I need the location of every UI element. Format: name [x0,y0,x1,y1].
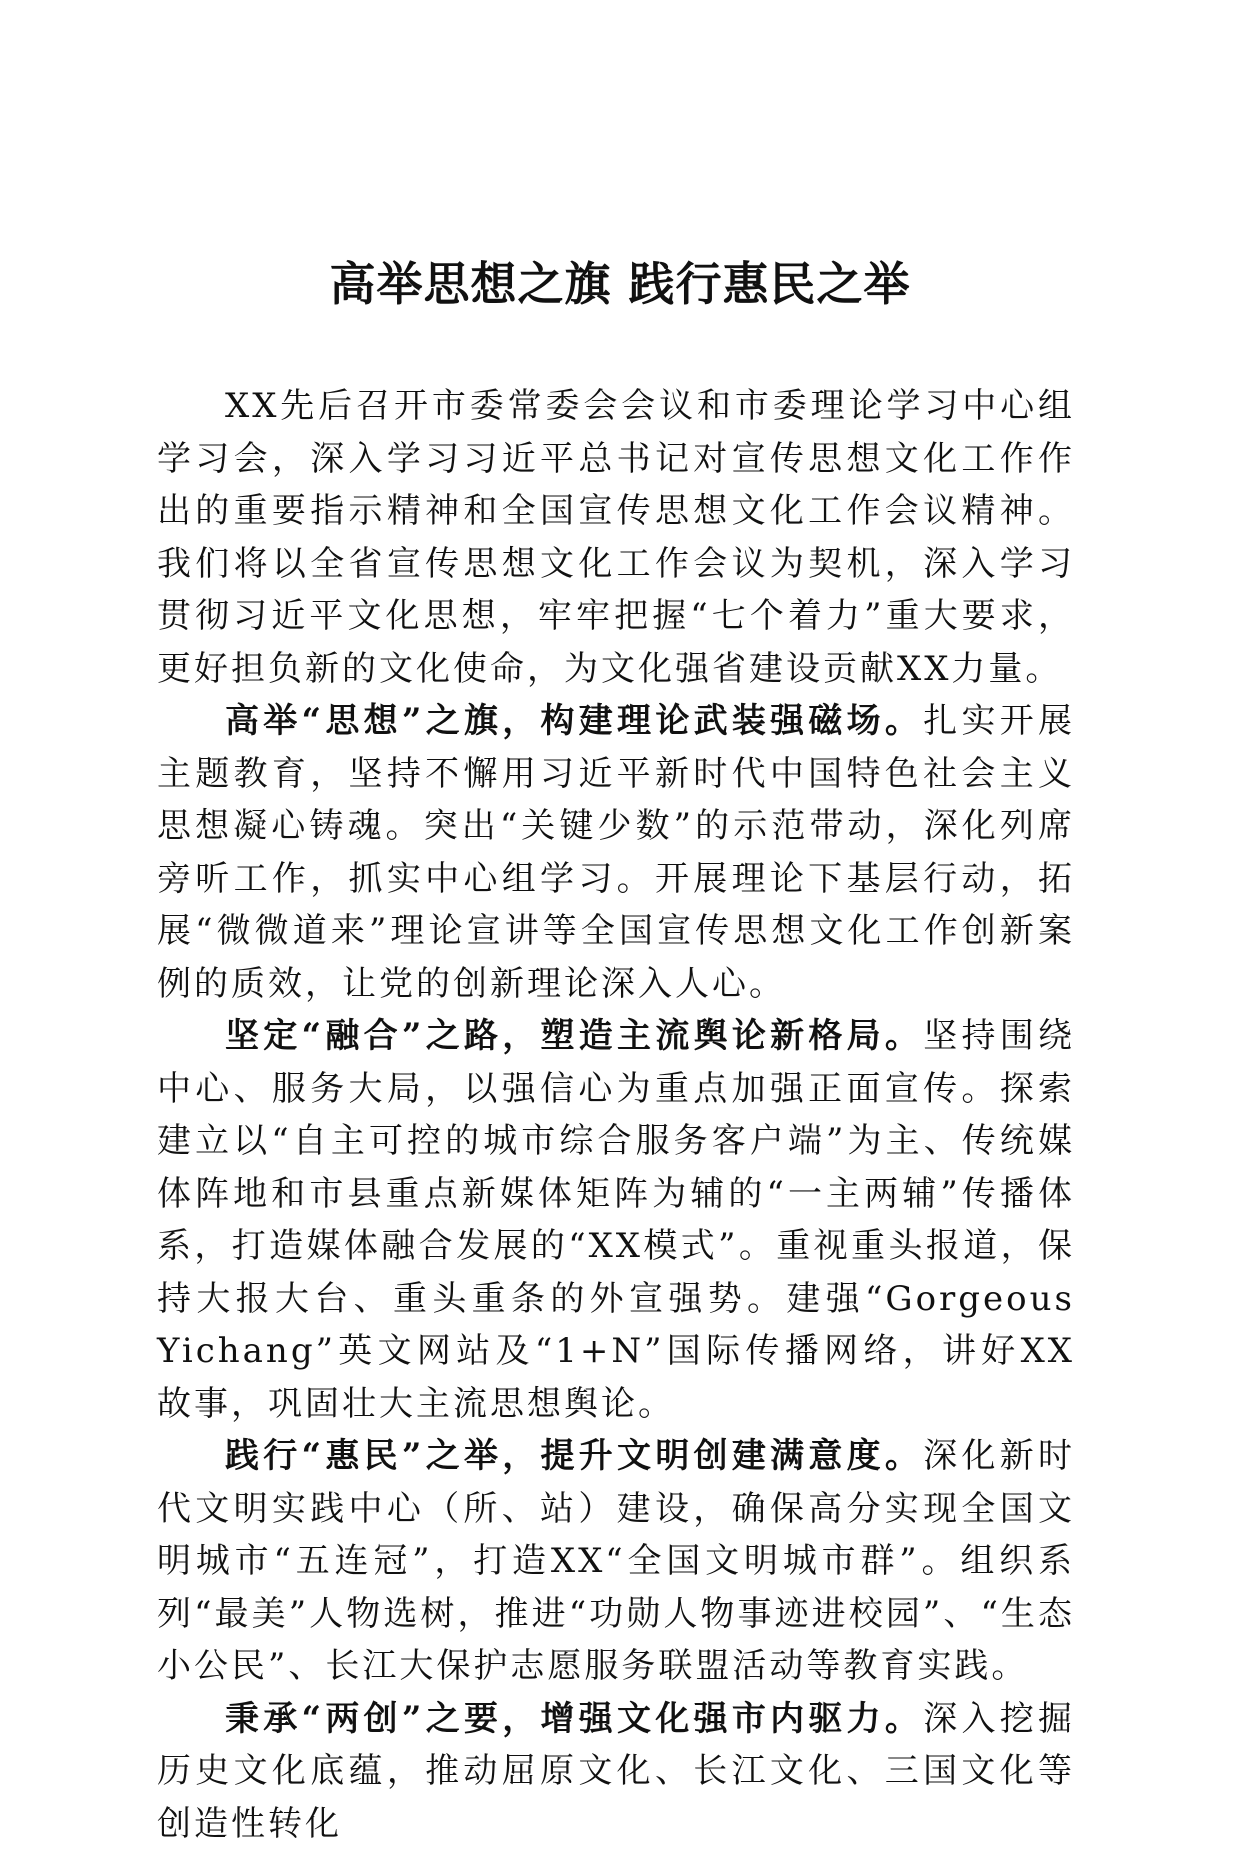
document-title: 高举思想之旗 践行惠民之举 [0,254,1240,314]
paragraph-lead: 高举“思想”之旗，构建理论武装强磁场。 [225,701,923,741]
paragraph-text: 扎实开展主题教育，坚持不懈用习近平新时代中国特色社会主义思想凝心铸魂。突出“关键少数”的示范带动，深化列席旁听工作，抓实中心组学习。开展理论下基层行动，拓展“微微道来”理论宣讲等全国宣传思想文化工作创新案例的质效，让党的创新理论深入人心。 [157,701,1075,1004]
paragraph-benefit [157,1430,1075,1693]
paragraph-lead: 秉承“两创”之要，增强文化强市内驱力。 [225,1699,923,1739]
paragraph-lead: 践行“惠民”之举，提升文明创建满意度。 [225,1436,923,1476]
paragraph-text: 深化新时代文明实践中心（所、站）建设，确保高分实现全国文明城市“五连冠”，打造XX“全国文明城市群”。组织系列“最美”人物选树，推进“功勋人物事迹进校园”、“生态小公民”、长江大保护志愿服务联盟活动等教育实践。 [157,1436,1075,1686]
paragraph-culture [157,1693,1075,1850]
paragraph-text: XX先后召开市委常委会会议和市委理论学习中心组学习会，深入学习习近平总书记对宣传思想文化工作作出的重要指示精神和全国宣传思想文化工作会议精神。我们将以全省宣传思想文化工作会议为契机，深入学习贯彻习近平文化思想，牢牢把握“七个着力”重大要求，更好担负新的文化使命，为文化强省建设贡献XX力量。 [157,386,1075,689]
paragraph-intro [157,380,1075,695]
paragraph-text: 深入挖掘历史文化底蕴，推动屈原文化、长江文化、三国文化等创造性转化 [157,1699,1075,1844]
paragraph-lead: 坚定“融合”之路，塑造主流舆论新格局。 [225,1016,923,1056]
paragraph-integration [157,1010,1075,1430]
paragraph-thought [157,695,1075,1010]
paragraph-text: 坚持围绕中心、服务大局，以强信心为重点加强正面宣传。探索建立以“自主可控的城市综合服务客户端”为主、传统媒体阵地和市县重点新媒体矩阵为辅的“一主两辅”传播体系，打造媒体融合发展的“XX模式”。重视重头报道，保持大报大台、重头重条的外宣强势。建强“Gorgeous Yichang”英文网站及“1+N”国际传播网络，讲好XX故事，巩固壮大主流思想舆论。 [157,1016,1075,1424]
document-body [157,380,1075,1850]
